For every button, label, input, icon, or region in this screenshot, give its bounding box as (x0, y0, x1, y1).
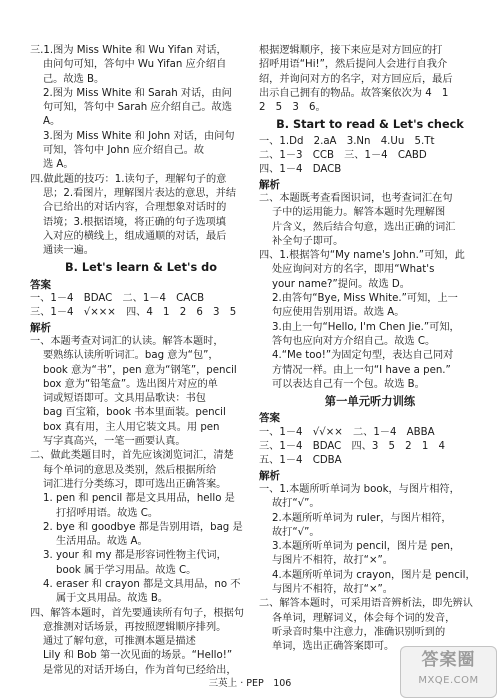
text-line: your name?”提问。故选 D。 (272, 278, 410, 290)
section-heading: 第一单元听力训练 (324, 395, 416, 409)
answer-label: 解析 (30, 321, 51, 334)
text-line: 意推测对话场景，再按照逻辑顺序排列。 (43, 621, 227, 633)
text-line: 打招呼用语。故选 C。 (56, 507, 159, 519)
answer-label: 答案 (259, 412, 280, 425)
text-line: 要熟练认读所听词汇。bag 意为“包”， (43, 350, 219, 362)
text-line: Lily 和 Bob 第一次见面的场景。“Hello!” (43, 650, 233, 662)
text-line: 4. eraser 和 crayon 都是文具用品，no 不 (43, 578, 241, 590)
text-line: 3.本题所听单词为 pencil，图片是 pen， (272, 541, 461, 553)
text-line: 一、1－4 √√×× 二、1－4 ABBA (259, 426, 435, 438)
text-line: box 真有用，主人用它装文具。用 pen (43, 421, 220, 433)
text-line: 是常见的对话开场白，作为首句已经给出， (43, 664, 237, 676)
text-line: 3.图为 Miss White 和 John 对话，由问句 (43, 130, 235, 142)
text-line: 二、1－3 CCB 三、1－4 CABD (259, 150, 427, 162)
text-line: 一、本题考查对词汇的认读。解答本题时， (30, 335, 224, 347)
text-line: 一、1.Dd 2.aA 3.Nn 4.Uu 5.Tt (259, 135, 435, 147)
text-line: 二、本题既考查看图识词，也考查词汇在句 (259, 192, 453, 204)
text-line: 与图片不相符，故打“×”。 (272, 555, 393, 567)
text-line: 生活用品。故选 A。 (56, 536, 148, 548)
text-line: A。 (43, 116, 61, 128)
text-line: 入对应的横线上，组成通顺的对话，最后 (43, 230, 227, 242)
text-line: 处应询问对方的名字，即用“What's (272, 264, 435, 276)
text-line: 四、解答本题时，首先要通读所有句子，根据句 (30, 607, 244, 619)
text-line: 词汇进行分类练习，即可选出正确答案。 (43, 478, 227, 490)
text-line: 己。故选 B。 (43, 73, 105, 85)
text-line: 二、解答本题时，可采用语音辨析法，即先辨认 (259, 598, 473, 610)
text-line: 2. bye 和 goodbye 都是告别用语，bag 是 (43, 521, 243, 533)
text-line: 属于文具用品。故选 B。 (56, 593, 169, 605)
text-line: 根据逻辑顺序，接下来应是对方回应的打 (259, 45, 443, 56)
text-line: 故打“√”。 (272, 526, 320, 538)
text-line: 招呼用语“Hi!”，然后提问人会进行自我介 (259, 59, 448, 71)
text-line: 选 A。 (43, 159, 74, 171)
text-line: 通读一遍。 (43, 245, 94, 257)
text-line: 4.“Me too!”为固定句型，表达自己同对 (272, 350, 454, 362)
text-line: 二、做此类题目时，首先应该浏览词汇，清楚 (30, 450, 234, 462)
watermark-url: MXQE.COM (418, 675, 479, 686)
text-line: 句可知，答句中 Sarah 应介绍自己。故选 (43, 102, 232, 114)
section-heading: B. Start to read & Let's check (276, 118, 464, 132)
text-line: 听录音时集中注意力，准确识别听到的 (272, 626, 446, 638)
text-line: 四、1.根据答句“My name's John.”可知，此 (259, 250, 465, 262)
text-line: 五、1－4 CDBA (259, 455, 342, 467)
text-line: 三.1.图为 Miss White 和 Wu Yifan 对话， (30, 45, 227, 56)
text-line: 3.由上一句“Hello, I'm Chen Jie.”可知， (272, 321, 460, 333)
text-line: 通过了解句意，可推测本题是描述 (43, 636, 196, 648)
text-line: 语境；3.根据语境，将正确的句子选项填 (43, 216, 226, 228)
text-line: 可以表达自己有一个包。故选 B。 (272, 378, 425, 390)
text-line: 补全句子即可。 (272, 235, 344, 247)
text-line: 可知，答句中 John 应介绍自己。故 (43, 145, 205, 157)
answer-label: 答案 (30, 278, 51, 291)
text-line: 四、1－4 DACB (259, 164, 342, 176)
section-heading: B. Let's learn & Let's do (65, 261, 217, 275)
text-line: 思；2.看图片，理解图片表达的意思，并结 (43, 187, 237, 199)
text-line: 三、1－4 √××× 四、4 1 2 6 3 5 (30, 307, 237, 319)
text-line: 四.做此题的技巧：1.读句子，理解句子的意 (30, 173, 227, 185)
text-line: bag 百宝箱，book 书本里面装。pencil (43, 407, 226, 419)
text-line: box 意为“铅笔盒”。选出图片对应的单 (43, 378, 218, 390)
answer-label: 解析 (259, 469, 280, 482)
text-line: 由问句可知，答句中 Wu Yifan 应介绍自 (43, 59, 227, 71)
text-line: 与图片不相符，故打“×”。 (272, 583, 393, 595)
text-line: 2.图为 Miss White 和 Sarah 对话，由问 (43, 87, 232, 99)
text-line: 出示自己拥有的物品。故答案依次为 4 1 (259, 87, 449, 99)
text-line: 各单词，理解词义，体会每个词的发音， (272, 612, 456, 624)
text-line: 三、1－4 BDAC 四、3 5 2 1 4 (259, 441, 445, 453)
text-line: 2.本题所听单词为 ruler，与图片相符， (272, 512, 452, 524)
text-line: 合已给出的对话内容，合理想象对话时的 (43, 202, 227, 214)
text-line: 句应使用告别用语。故选 A。 (272, 307, 405, 319)
text-line: book 意为“书”，pen 意为“钢笔”，pencil (43, 364, 237, 376)
text-line: 每个单词的意思及类别，然后根据所给 (43, 464, 217, 476)
answer-label: 解析 (259, 178, 280, 191)
text-line: 故打“√”。 (272, 498, 320, 510)
left-column (30, 44, 252, 678)
text-line: 方情况一样。由上一句“I have a pen.” (272, 364, 451, 376)
text-line: 2 5 3 6。 (259, 102, 326, 114)
text-line: 一、1－4 BDAC 二、1－4 CACB (30, 293, 205, 305)
watermark-logo (400, 646, 497, 698)
text-line: 一、1.本题所听单词为 book，与图片相符， (259, 483, 460, 495)
text-line: 1. pen 和 pencil 都是文具用品，hello 是 (43, 493, 235, 505)
text-line: 2.由答句“Bye, Miss White.”可知，上一 (272, 293, 458, 305)
text-line: 4.本题所听单词为 crayon，图片是 pencil， (272, 569, 476, 581)
watermark-text: 答案圈 (421, 650, 476, 670)
text-line: 绍，并询问对方的名字，对方回应后，最后 (259, 73, 453, 85)
page-footer: 三英上 · PEP 106 (208, 678, 292, 689)
right-column (259, 44, 481, 654)
text-line: 片含义，然后结合句意，选出正确的词汇 (272, 221, 456, 233)
text-line: 3. your 和 my 都是形容词性物主代词， (43, 550, 227, 562)
text-line: 子中的运用能力。解答本题时先理解图 (272, 207, 446, 219)
text-line: 单词，选出正确答案即可。 (272, 641, 395, 653)
text-line: 写字真高兴，一笔一画要认真。 (43, 436, 186, 448)
text-line: book 属于学习用品。故选 C。 (56, 564, 197, 576)
text-line: 答句也应向对方介绍自己。故选 C。 (272, 335, 436, 347)
text-line: 词或短语即可。文具用品歌诀：书包 (43, 393, 206, 405)
